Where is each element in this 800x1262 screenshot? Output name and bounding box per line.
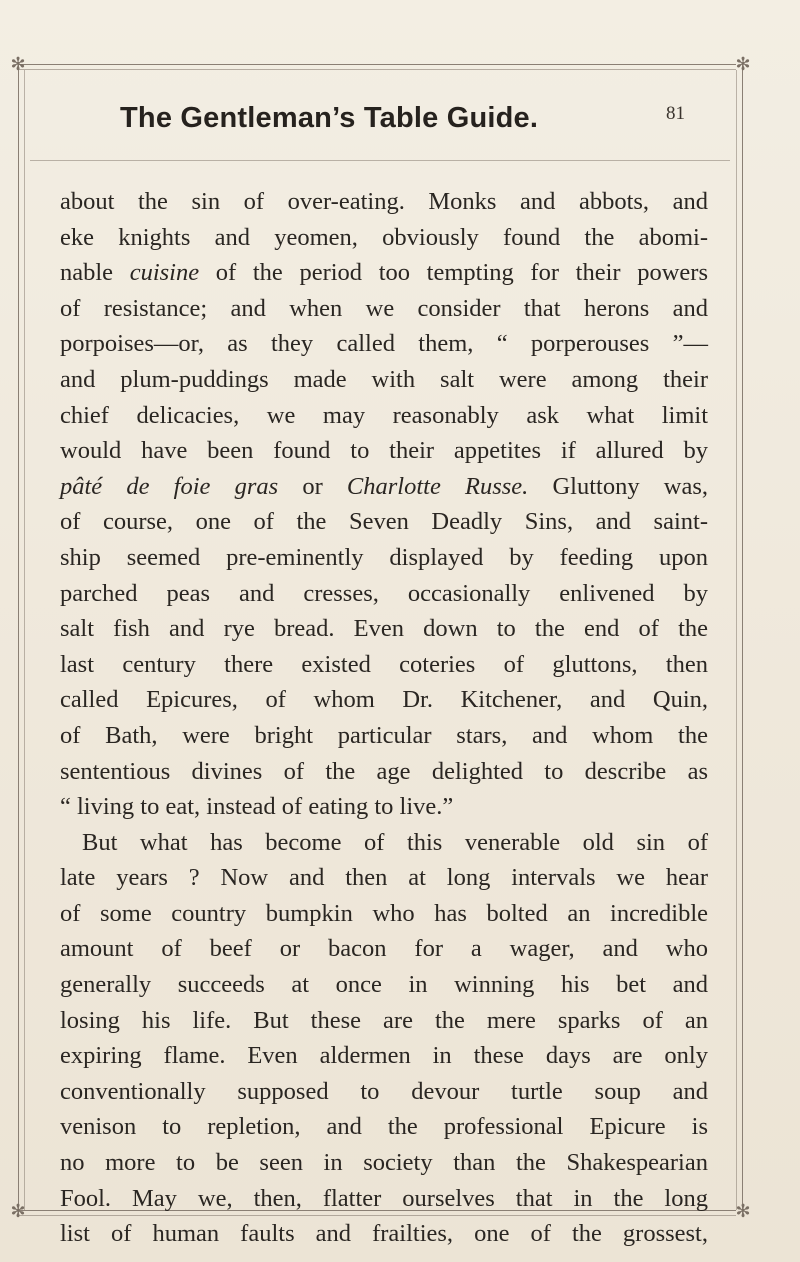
top-border-rule xyxy=(18,64,736,65)
text-line: sententious divines of the age delighted to describe as xyxy=(60,757,708,785)
text-line xyxy=(60,469,708,505)
text-line: generally succeeds at once in winning his bet and xyxy=(60,971,708,999)
text-line: expiring flame. Even aldermen in these days are only xyxy=(60,1042,708,1070)
ornament-icon: ✻ xyxy=(10,1201,26,1222)
text-line: of some country bumpkin who has bolted an incredible xyxy=(60,899,708,927)
left-border-rule-inner xyxy=(24,70,25,1210)
text-line: list of human faults and frailties, one of the grossest, xyxy=(60,1220,708,1248)
right-border-rule xyxy=(742,64,743,1216)
text-line: venison to repletion, and the professional Epicure is xyxy=(60,1113,708,1141)
text-segment: nable xyxy=(60,259,130,287)
text-line: of resistance; and when we consider that herons and xyxy=(60,294,708,322)
running-title: The Gentleman’s Table Guide. xyxy=(120,102,539,134)
text-line: Fool. May we, then, flatter ourselves that in the long xyxy=(60,1184,708,1212)
text-line: parched peas and cresses, occasionally enlivened by xyxy=(60,579,708,607)
text-line: about the sin of over-eating. Monks and abbots, and xyxy=(60,188,708,215)
text-line: chief delicacies, we may reasonably ask what limit xyxy=(60,401,708,429)
text-line: last century there existed coteries of gluttons, then xyxy=(60,650,708,678)
text-line: would have been found to their appetites if allured by xyxy=(60,437,708,465)
header-divider-rule xyxy=(30,160,730,161)
text-line: conventionally supposed to devour turtle soup and xyxy=(60,1077,708,1105)
text-segment: of the period too tempting for their powers xyxy=(199,259,708,287)
text-segment: Gluttony was, xyxy=(528,472,708,500)
left-border-rule xyxy=(18,64,19,1216)
top-border-rule-inner xyxy=(18,69,736,70)
italic-term: Charlotte Russe. xyxy=(346,472,529,500)
text-line: no more to be seen in society than the Shakespearian xyxy=(60,1149,708,1177)
text-line: ship seemed pre-eminently displayed by feeding upon xyxy=(60,543,708,571)
body-text xyxy=(60,184,708,1252)
ornament-icon: ✻ xyxy=(735,54,751,75)
ornament-icon: ✻ xyxy=(735,1201,751,1222)
italic-term: cuisine xyxy=(129,259,200,287)
ornament-icon: ✻ xyxy=(10,54,26,75)
text-line: “ living to eat, instead of eating to live.” xyxy=(60,793,454,821)
right-border-rule-inner xyxy=(736,70,737,1210)
text-line: called Epicures, of whom Dr. Kitchener, and Quin, xyxy=(60,686,708,714)
text-line: and plum-puddings made with salt were among their xyxy=(60,365,708,393)
text-line: salt fish and rye bread. Even down to the end of the xyxy=(60,615,708,643)
text-line: of course, one of the Seven Deadly Sins, and saint- xyxy=(60,508,708,536)
italic-term: pâté de foie gras xyxy=(60,472,279,500)
text-line: But what has become of this venerable old sin of xyxy=(82,828,708,856)
text-line: losing his life. But these are the mere sparks of an xyxy=(60,1006,708,1034)
text-line: late years ? Now and then at long intervals we hear xyxy=(60,864,708,892)
text-line: of Bath, were bright particular stars, and whom the xyxy=(60,721,708,749)
text-segment: or xyxy=(278,472,347,500)
text-line: amount of beef or bacon for a wager, and who xyxy=(60,935,708,963)
text-line xyxy=(60,255,708,291)
text-line: eke knights and yeomen, obviously found the abomi- xyxy=(60,223,708,251)
page-number: 81 xyxy=(666,103,685,124)
text-line: porpoises—or, as they called them, “ porperouses ”— xyxy=(60,330,708,358)
